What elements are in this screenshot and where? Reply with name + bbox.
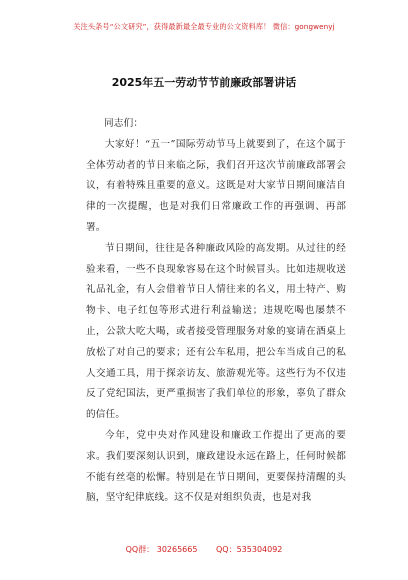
paragraph-2: 节日期间，往往是各种廉政风险的高发期。从过往的经验来看，一些不良现象容易在这个时候冒头。比如违规收送礼品礼金，有人会借着节日人情往来的名义，用土特产、购物卡、电子红包等形式进行利益输送；违规吃喝也屡禁不止，公款大吃大喝，或者接受管理服务对象的宴请在酒桌上放松了对自己的要求；还有公车私用，把公车当成自己的私人交通工具，用于探亲访友、旅游观光等。这些行为不仅违反了党纪国法，更严重损害了我们单位的形象，辜负了群众的信任。 [86, 242, 346, 421]
paragraph-1: 大家好！“五一”国际劳动节马上就要到了，在这个属于全体劳动者的节日来临之际，我们召开这次节前廉政部署会议，有着特殊且重要的意义。这既是对大家节日期间廉洁自律的一次提醒，也是对我们日常廉政工作的再强调、再部署。 [86, 138, 346, 233]
salutation: 同志们： [104, 118, 144, 129]
paragraph-3: 今年，党中央对作风建设和廉政工作提出了更高的要求。我们要深刻认识到，廉政建设永远在路上，任何时候都不能有丝毫的松懈。特别是在节日期间，更要保持清醒的头脑，坚守纪律底线。这不仅是对组织负责，也是对我 [86, 429, 346, 504]
qq-number: QQ：535304092 [216, 545, 283, 554]
promo-banner: 关注头条号“公文研究”，获得最新最全最专业的公文资料库！ 微信：gongwenyj [73, 22, 335, 31]
contact-footer [0, 544, 408, 555]
document-body [86, 114, 346, 509]
document-title: 2025年五一劳动节节前廉政部署讲话 [111, 76, 297, 89]
qq-group-number: QQ群： 30265665 [125, 545, 198, 554]
